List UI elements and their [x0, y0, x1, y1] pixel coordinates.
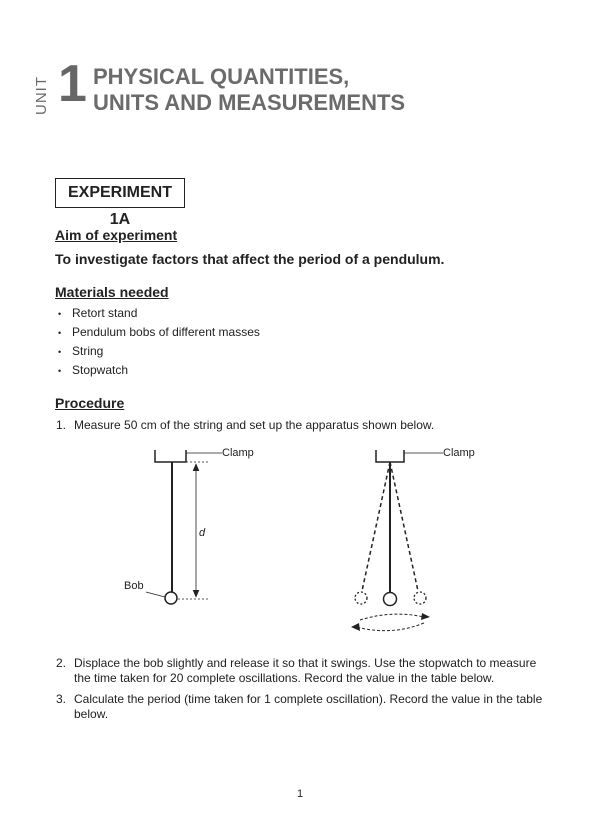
procedure-step-3	[56, 692, 556, 724]
experiment-label: EXPERIMENT 1A	[55, 178, 185, 208]
step-text: Displace the bob slightly and release it so that it swings. Use the stopwatch to measure the time taken for 20 complete oscillations. Record the value in the table below.	[74, 656, 537, 685]
step-number: 1.	[56, 418, 67, 432]
right-clamp-icon	[376, 450, 404, 462]
unit-number: 1	[58, 55, 87, 113]
procedure-step-1	[56, 418, 556, 434]
bob-rest-position-icon	[384, 593, 397, 606]
left-clamp-icon	[155, 450, 186, 462]
aim-text: To investigate factors that affect the period of a pendulum.	[55, 251, 445, 267]
bob-label: Bob	[124, 580, 144, 592]
step-number: 2.	[56, 656, 67, 670]
bob-right-position-icon	[414, 592, 426, 604]
dim-arrow-up-icon	[193, 464, 199, 471]
pendulum-diagram	[0, 440, 600, 640]
procedure-heading: Procedure	[55, 395, 125, 411]
unit-word: UNIT	[33, 76, 50, 115]
bob-leader	[146, 592, 165, 597]
swing-arc-top	[360, 614, 424, 620]
materials-heading: Materials needed	[55, 284, 169, 300]
right-pendulum	[351, 447, 475, 631]
materials-list	[58, 306, 260, 382]
page-number: 1	[296, 788, 304, 800]
step-number: 3.	[56, 692, 67, 706]
swing-arc-bottom	[356, 623, 424, 631]
list-item: • Retort stand	[58, 306, 260, 325]
step-text: Measure 50 cm of the string and set up the apparatus shown below.	[74, 418, 435, 432]
list-item: • Pendulum bobs of different masses	[58, 325, 260, 344]
step-text: Calculate the period (time taken for 1 complete oscillation). Record the value in the table below.	[74, 692, 543, 721]
dim-arrow-down-icon	[193, 590, 199, 597]
unit-title	[93, 64, 405, 116]
swing-arrow-right-icon	[421, 613, 430, 620]
right-clamp-label: Clamp	[443, 447, 475, 459]
right-string-right-swing	[390, 462, 418, 591]
bob-left-position-icon	[355, 592, 367, 604]
length-label: d	[199, 527, 206, 539]
swing-arrow-left-icon	[351, 623, 360, 631]
left-bob-icon	[165, 592, 177, 604]
aim-heading: Aim of experiment	[55, 227, 178, 243]
left-clamp-label: Clamp	[222, 447, 254, 459]
list-item: • String	[58, 344, 260, 363]
right-string-left-swing	[362, 462, 390, 591]
left-pendulum	[124, 447, 254, 604]
unit-title-line2: UNITS AND MEASUREMENTS	[93, 90, 406, 115]
list-item: • Stopwatch	[58, 363, 260, 382]
unit-title-line1: PHYSICAL QUANTITIES,	[93, 64, 350, 89]
procedure-step-2	[56, 656, 556, 688]
